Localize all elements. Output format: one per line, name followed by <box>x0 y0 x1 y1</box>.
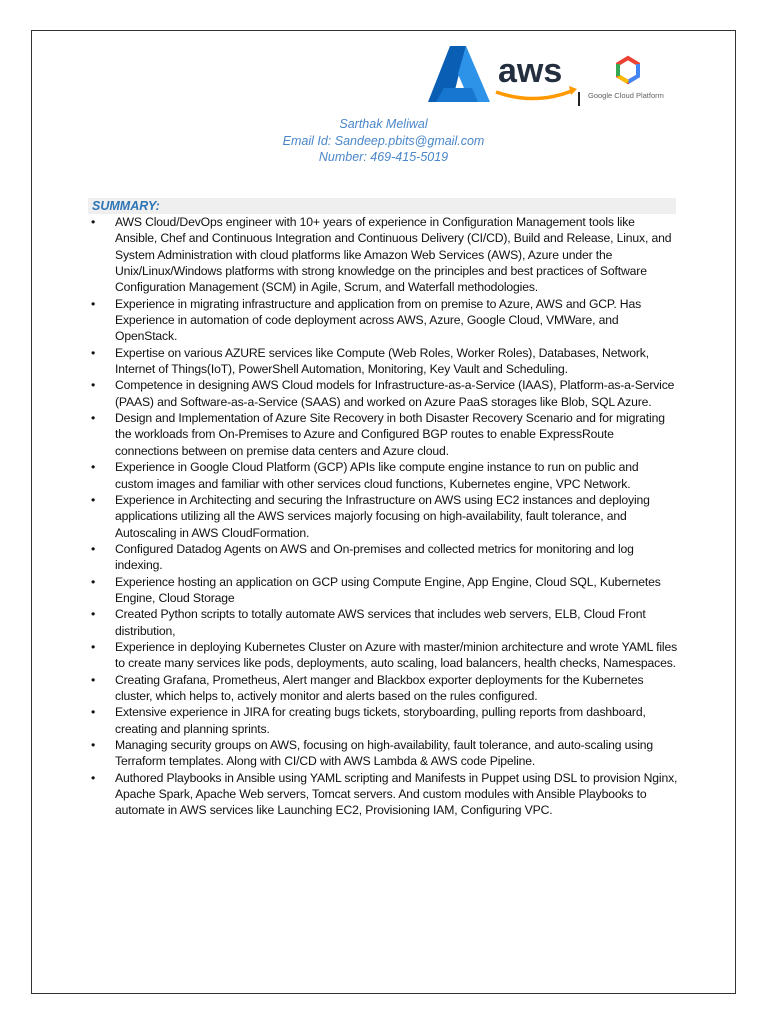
list-item: • Experience in Architecting and securing the Infrastructure on AWS using EC2 instances and deploying applications utilizing all the AWS services majorly focusing on high-availability, fault tolerance, and Autoscaling in AWS CloudFormation. <box>91 492 650 540</box>
list-item: • Created Python scripts to totally automate AWS services that includes web servers, ELB, Cloud Front distribution, <box>91 607 646 638</box>
bullet-icon: • <box>91 492 96 507</box>
bullet-icon: • <box>91 345 96 360</box>
email-line: Email Id: Sandeep.pbits@gmail.com <box>282 133 485 148</box>
bullet-icon: • <box>91 639 96 654</box>
list-item: • Expertise on various AZURE services like Compute (Web Roles, Worker Roles), Databases, Network, Internet of Things(IoT), PowerShell Automation, Monitoring, Key Vault and Scheduling. <box>91 345 649 377</box>
list-item: • Experience in migrating infrastructure and application from on premise to Azure, AWS and GCP. Has Experience in automation of code deployment across AWS, Azure, Google Cloud, VMWare, and OpenStack. <box>91 296 642 344</box>
aws-logo-text: aws <box>498 52 563 90</box>
candidate-name: Sarthak Meliwal <box>339 117 428 131</box>
bullet-icon: • <box>91 770 96 785</box>
bullet-icon: • <box>91 460 96 475</box>
bullet-icon: • <box>91 215 96 229</box>
bullet-icon: • <box>91 705 96 720</box>
azure-logo-icon <box>428 46 490 102</box>
list-item: • Creating Grafana, Prometheus, Alert manger and Blackbox exporter deployments for the Kubernetes cluster, which helps to, actively monitor and alerts based on the rules configured. <box>91 672 644 703</box>
bullet-icon: • <box>91 411 96 426</box>
contact-header <box>31 116 736 166</box>
gcp-logo-icon <box>588 58 664 100</box>
bullet-icon: • <box>91 672 96 687</box>
list-item: • Experience hosting an application on GCP using Compute Engine, App Engine, Cloud SQL, Kubernetes Engine, Cloud Storage <box>91 574 661 605</box>
list-item: • Extensive experience in JIRA for creating bugs tickets, storyboarding, pulling reports from dashboard, creating and planning sprints. <box>91 705 646 736</box>
bullet-icon: • <box>91 738 96 752</box>
aws-logo-icon <box>496 52 577 99</box>
logo-strip <box>426 44 676 106</box>
list-item: • Experience in deploying Kubernetes Cluster on Azure with master/minion architecture and wrote YAML files to create many services like pods, deployments, auto scaling, load balancers, health checks, Namespaces. <box>91 639 678 671</box>
bullet-icon: • <box>91 296 96 311</box>
list-item: • Configured Datadog Agents on AWS and On-premises and collected metrics for monitoring and log indexing. <box>91 541 634 573</box>
logo-divider <box>578 92 580 106</box>
list-item: • Design and Implementation of Azure Site Recovery in both Disaster Recovery Scenario and for migrating the workloads from On-Premises to Azure and Configured BGP routes to enable ExpressRoute connections between on premise data centers and Azure cloud. <box>91 411 665 458</box>
list-item: • Managing security groups on AWS, focusing on high-availability, fault tolerance, and auto-scaling using Terraform templates. Along with CI/CD with AWS Lambda & AWS code Pipeline. <box>91 738 654 769</box>
summary-title: SUMMARY: <box>92 199 160 213</box>
summary-heading-bar <box>88 198 676 214</box>
phone-line: Number: 469-415-5019 <box>318 150 449 164</box>
bullet-icon: • <box>91 574 96 589</box>
bullet-icon: • <box>91 607 96 622</box>
bullet-icon: • <box>91 378 96 393</box>
summary-list <box>88 214 678 819</box>
cloud-logos <box>426 44 676 106</box>
list-item: • Experience in Google Cloud Platform (GCP) APIs like compute engine instance to run on public and custom images and familiar with other services cloud functions, Kubernetes engine, VPC Network. <box>91 460 639 491</box>
list-item: • AWS Cloud/DevOps engineer with 10+ years of experience in Configuration Management tools like Ansible, Chef and Continuous Integration and Continuous Delivery (CI/CD), Build and Release, Linux, and System Administration with cloud platforms like Amazon Web Services (AWS), Azure under the Unix/Linux/Windows platforms with strong knowledge on the principles and best practices of Software Configuration Management (SCM) in Agile, Scrum, and Waterfall methodologies. <box>91 215 672 295</box>
gcp-logo-text: Google Cloud Platform <box>588 91 664 100</box>
list-item: • Authored Playbooks in Ansible using YAML scripting and Manifests in Puppet using DSL to provision Nginx, Apache Spark, Apache Web servers, Tomcat servers. And custom modules with Ansible Playbooks to automate in AWS services like Launching EC2, Provisioning IAM, Configuring VPC. <box>91 770 678 818</box>
list-item: • Competence in designing AWS Cloud models for Infrastructure-as-a-Service (IAAS), Platform-as-a-Service (PAAS) and Software-as-a-Service (SAAS) and worked on Azure PaaS storages like Blob, SQL Azure. <box>91 378 675 409</box>
bullet-icon: • <box>91 541 96 556</box>
